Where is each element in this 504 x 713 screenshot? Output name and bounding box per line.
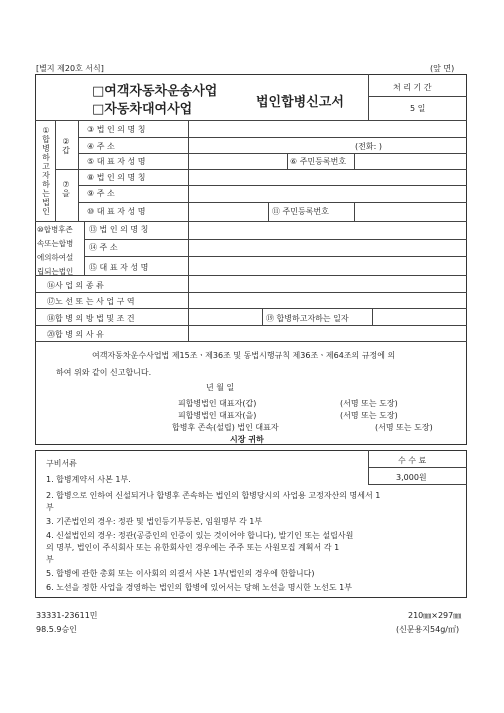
label-surviving-corp: ⑩합병후존 속또는합병 에의하여설 립되는법인 [37, 225, 74, 276]
reason-label: ⑳합 병 의 사 유 [47, 330, 104, 339]
doc-item: 5. 합병에 관한 총회 또는 이사회의 의결서 사본 1부(법인의 경우에 한합니다) [46, 569, 315, 578]
statement-line-2: 하여 위와 같이 신고합니다. [56, 368, 152, 377]
footer-approval: 98.5.9승인 [36, 625, 77, 634]
gap-name-label: ③ 법 인 의 명 칭 [87, 125, 146, 134]
label-corp-gap: ②갑 [62, 137, 70, 155]
signer-gap-label: 피합병법인 대표자(갑) [178, 399, 257, 408]
processing-period-value: 5 일 [410, 104, 426, 113]
signer-eul-label: 피합병법인 대표자(을) [178, 411, 257, 420]
surv-rep-label: ⑮ 대 표 자 성 명 [89, 263, 149, 272]
doc-item: 1. 합병계약서 사본 1부. [46, 475, 131, 484]
footer-code: 33331-23611민 [36, 611, 98, 620]
gap-regno-label: ⑥ 주민등록번호 [290, 157, 347, 166]
fee-label: 수 수 료 [398, 456, 427, 465]
doc-item: 3. 기존법인의 경우: 정관 및 법인등기부등본, 임원명부 각 1부 [46, 517, 263, 526]
signer-eul-sign[interactable]: (서명 또는 도장) [340, 411, 398, 420]
addressee: 시장 귀하 [230, 435, 264, 444]
title-business-1: □여객자동차운송사업 [92, 84, 218, 99]
gap-rep-label: ⑤ 대 표 자 성 명 [87, 157, 146, 166]
signer-gap-sign[interactable]: (서명 또는 도장) [340, 399, 398, 408]
page-side: (앞 면) [430, 64, 455, 73]
eul-rep-label: ⑩ 대 표 자 성 명 [87, 207, 146, 216]
signer-surv-sign[interactable]: (서명 또는 도장) [375, 423, 433, 432]
business-type-label: ⑯사 업 의 종 류 [47, 281, 104, 290]
footer-paper: (신문용지54g/㎡) [396, 625, 460, 634]
title-business-2: □자동차대여사업 [92, 102, 193, 117]
doc-item: 부 [46, 555, 54, 564]
method-label: ⑱합 병 의 방 법 및 조 건 [47, 314, 135, 323]
eul-name-label: ⑧ 법 인 의 명 칭 [87, 173, 146, 182]
fee-value: 3,000원 [396, 473, 427, 482]
date-line: 년 월 일 [206, 383, 235, 392]
form-title: 법인합병신고서 [256, 95, 344, 110]
merge-date-label: ⑲ 합병하고자하는 일자 [266, 314, 349, 323]
route-label: ⑰노 선 또 는 사 업 구 역 [47, 297, 135, 306]
surv-address-label: ⑭ 주 소 [89, 243, 118, 252]
label-corp-eul: ⑦을 [62, 180, 70, 198]
footer-size: 210㎜×297㎜ [408, 611, 462, 620]
processing-period-label: 처 리 기 간 [393, 83, 432, 92]
surv-name-label: ⑬ 법 인 의 명 칭 [89, 225, 149, 234]
doc-item: 2. 합병으로 인하여 신설되거나 합병후 존속하는 법인의 합병당시의 사업용 고정자산의 명세서 1 [46, 491, 381, 500]
doc-item: 부 [46, 503, 54, 512]
doc-item: 4. 신설법인의 경우: 정관(공증인의 인증이 있는 것이어야 합니다), 발기인 또는 설립사원 [46, 531, 354, 540]
statement-line-1: 여객자동차운수사업법 제15조ㆍ제36조 및 동법시행규칙 제36조ㆍ제64조의 규정에 의 [92, 351, 396, 360]
doc-item: 6. 노선을 정한 사업을 경영하는 법인의 합병에 있어서는 당해 노선을 명시한 노선도 1부 [46, 583, 352, 592]
doc-item: 의 명부, 법인이 주식회사 또는 유한회사인 경우에는 주주 또는 사원모집 계획서 각 1 [46, 543, 340, 552]
signer-surv-label: 합병후 존속(설립) 법인 대표자 [172, 423, 279, 432]
form-number: [별지 제20호 서식] [36, 64, 104, 73]
required-docs-heading: 구비서류 [46, 459, 77, 468]
eul-regno-label: ⑪ 주민등록번호 [272, 207, 329, 216]
gap-address-label: ④ 주 소 [87, 142, 115, 151]
label-merging-corps: ①합병하고자하는법인 [42, 126, 50, 216]
eul-address-label: ⑨ 주 소 [87, 189, 115, 198]
gap-phone: (전화: ) [355, 142, 382, 151]
